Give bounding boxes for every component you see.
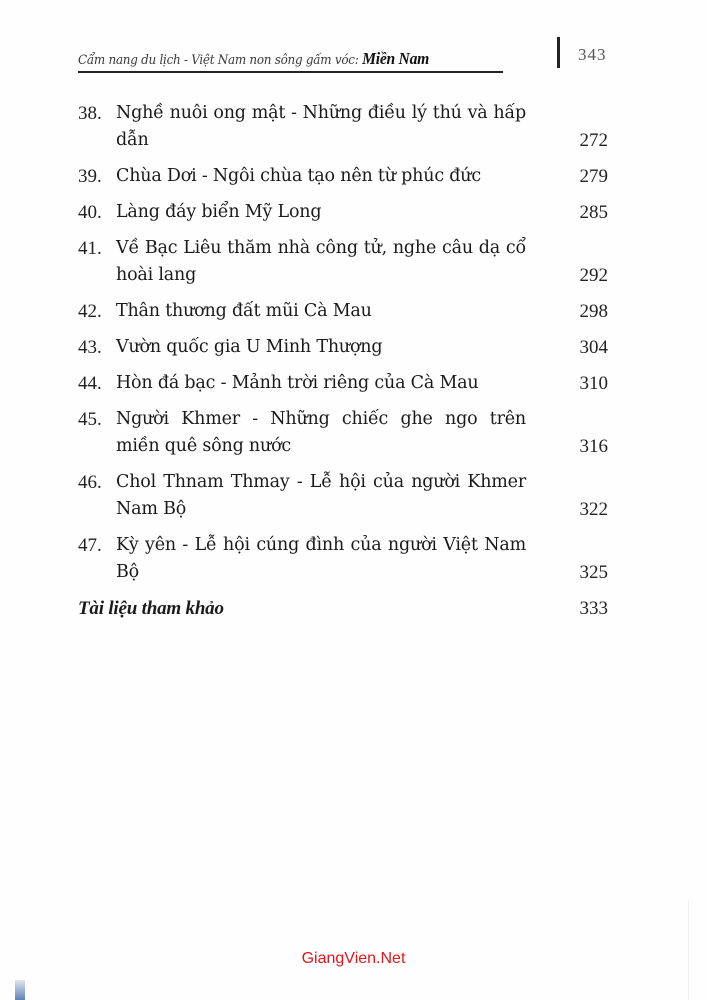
entry-page: 292 <box>579 265 608 286</box>
toc-entry <box>78 235 608 289</box>
running-header <box>78 47 503 73</box>
entry-title: Vườn quốc gia U Minh Thượng <box>116 337 383 357</box>
entry-title: Người Khmer - Những chiếc ghe ngo trên miền quê sông nước <box>116 409 526 456</box>
toc-entry <box>78 199 608 226</box>
entry-number: 39. <box>78 166 102 187</box>
entry-title: Thân thương đất mũi Cà Mau <box>116 301 372 321</box>
toc-entry <box>78 298 608 325</box>
entry-page: 279 <box>579 166 608 187</box>
entry-title: Hòn đá bạc - Mảnh trời riêng của Cà Mau <box>116 373 479 393</box>
series-title: Cẩm nang du lịch - Việt Nam non sông gấm vóc: <box>78 53 359 68</box>
scan-artifact <box>688 900 689 1000</box>
watermark: GiangVien.Net <box>301 950 406 967</box>
entry-number: 42. <box>78 301 102 322</box>
entry-number: 47. <box>78 535 102 556</box>
toc-entry <box>78 406 608 460</box>
toc-entry <box>78 469 608 523</box>
entry-number: 44. <box>78 373 102 394</box>
toc-entry <box>78 334 608 361</box>
references-title: Tài liệu tham khảo <box>78 598 224 619</box>
entry-page: 325 <box>579 562 608 583</box>
header-divider <box>557 37 560 68</box>
entry-page: 316 <box>579 436 608 457</box>
table-of-contents <box>78 100 608 631</box>
entry-title: Chùa Dơi - Ngôi chùa tạo nên từ phúc đức <box>116 166 481 186</box>
entry-number: 38. <box>78 103 102 124</box>
entry-page: 298 <box>579 301 608 322</box>
scan-artifact <box>15 980 25 1000</box>
page-number: 343 <box>578 45 607 64</box>
references-page: 333 <box>579 598 608 619</box>
region-title: Miền Nam <box>362 49 430 68</box>
toc-entry <box>78 532 608 586</box>
entry-page: 310 <box>579 373 608 394</box>
entry-number: 41. <box>78 238 102 259</box>
entry-page: 322 <box>579 499 608 520</box>
toc-entry <box>78 370 608 397</box>
entry-page: 304 <box>579 337 608 358</box>
entry-title: Nghề nuôi ong mật - Những điều lý thú và hấp dẫn <box>116 103 526 150</box>
entry-title: Chol Thnam Thmay - Lễ hội của người Khmer Nam Bộ <box>116 472 526 519</box>
entry-number: 43. <box>78 337 102 358</box>
entry-number: 40. <box>78 202 102 223</box>
entry-page: 272 <box>579 130 608 151</box>
entry-page: 285 <box>579 202 608 223</box>
entry-title: Về Bạc Liêu thăm nhà công tử, nghe câu dạ cổ hoài lang <box>116 238 526 285</box>
entry-number: 45. <box>78 409 102 430</box>
entry-title: Làng đáy biển Mỹ Long <box>116 202 322 222</box>
toc-entry <box>78 100 608 154</box>
toc-entry-references <box>78 595 608 622</box>
entry-title: Kỳ yên - Lễ hội cúng đình của người Việt Nam Bộ <box>116 535 526 582</box>
toc-entry <box>78 163 608 190</box>
entry-number: 46. <box>78 472 102 493</box>
